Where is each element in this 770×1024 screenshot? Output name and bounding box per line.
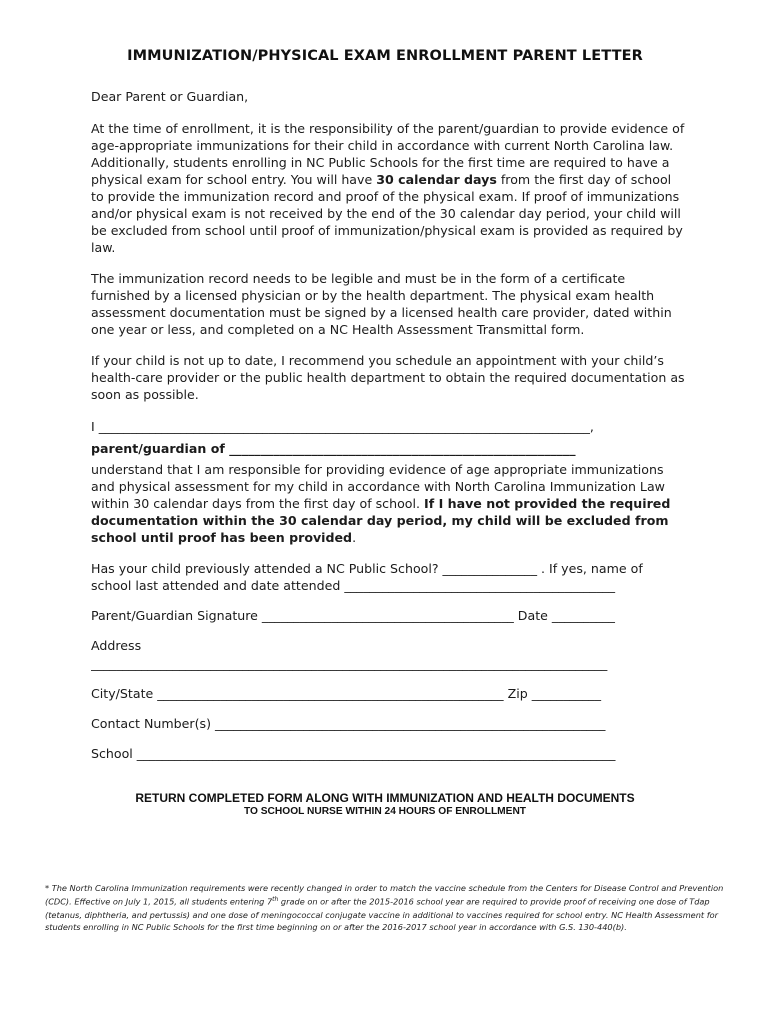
paragraph-record-requirements: The immunization record needs to be legible and must be in the form of a certificate furnished by a licensed physician or by the health department. The physical exam health assessment documentation must be signed by a licensed health care provider, dated within one year or less, and completed on a NC Health Assessment Transmittal form.: [91, 271, 672, 337]
previous-school-field[interactable]: Has your child previously attended a NC Public School? _______________ . If yes, name of: [91, 561, 643, 576]
paragraph-acknowledgement: [91, 461, 685, 546]
paragraph-recommendation: If your child is not up to date, I recommend you schedule an appointment with your child’s health-care provider or the public health department to obtain the required documentation as soon as possible.: [91, 353, 685, 402]
para4-text-end: .: [352, 530, 357, 545]
footnote: [45, 882, 730, 933]
return-instructions-line2: TO SCHOOL NURSE WITHIN 24 HOURS OF ENROLLMENT: [243, 806, 527, 817]
address-field[interactable]: __________________________________________________________________________________: [91, 656, 608, 671]
footnote-text-end: grade on or after the 2015-2016 school year are required to provide proof of receiving one dose of Tdap (tetanus, diphtheria, and pertussis) and one dose of meningococcal conjugate vaccine in additional to vaccines required for school entry. NC Health Assessment for students enrolling in NC Public Schools for the first time beginning on or after the 2016-2017 school year in accordance with G.S. 130-440(b).: [45, 897, 718, 932]
para4-text-start: understand that I am responsible for providing evidence of age appropriate immunizations and physical assessment for my child in accordance with North Carolina Immunization Law within 30 calendar days from the first day of school.: [91, 462, 665, 511]
footnote-text-start: * The North Carolina Immunization requirements were recently changed in order to match the vaccine schedule from the Centers for Disease Control and Prevention (CDC). Effective on July 1, 2015, all students entering 7: [45, 883, 724, 908]
last-school-attended-field[interactable]: school last attended and date attended ___________________________________________: [91, 578, 616, 593]
para1-deadline-emphasis: 30 calendar days: [376, 172, 497, 187]
signature-date-field[interactable]: Parent/Guardian Signature ________________________________________ Date __________: [91, 608, 615, 623]
guardian-name-field[interactable]: I ______________________________________________________________________________,: [91, 419, 594, 434]
address-label: Address: [91, 638, 142, 653]
school-field[interactable]: School ____________________________________________________________________________: [91, 746, 616, 761]
footnote-superscript: th: [272, 896, 279, 904]
child-name-field[interactable]: parent/guardian of _______________________________________________________: [91, 441, 576, 456]
contact-number-field[interactable]: Contact Number(s) ______________________________________________________________: [91, 716, 606, 731]
page-title: IMMUNIZATION/PHYSICAL EXAM ENROLLMENT PARENT LETTER: [127, 48, 643, 64]
salutation: Dear Parent or Guardian,: [91, 89, 249, 104]
paragraph-enrollment-responsibility: [91, 120, 685, 256]
para1-text-start: At the time of enrollment, it is the responsibility of the parent/guardian to provide evidence of age-appropriate immunizations for their child in accordance with current North Carolina law. Additionally, students enrolling in NC Public Schools for the first time are required to have a physical exam for school entry. You will have: [91, 121, 685, 187]
para1-text-end: from the first day of school to provide the immunization record and proof of the physical exam. If proof of immunizations and/or physical exam is not received by the end of the 30 calendar day period, your child will be excluded from school until proof of immunization/physical exam is provided as required by law.: [91, 172, 683, 255]
city-state-zip-field[interactable]: City/State _______________________________________________________ Zip ___________: [91, 686, 601, 701]
return-instructions-line1: RETURN COMPLETED FORM ALONG WITH IMMUNIZATION AND HEALTH DOCUMENTS: [135, 791, 635, 805]
para4-exclusion-emphasis: If I have not provided the required documentation within the 30 calendar day period, my child will be excluded from school until proof has been provided: [91, 496, 671, 545]
